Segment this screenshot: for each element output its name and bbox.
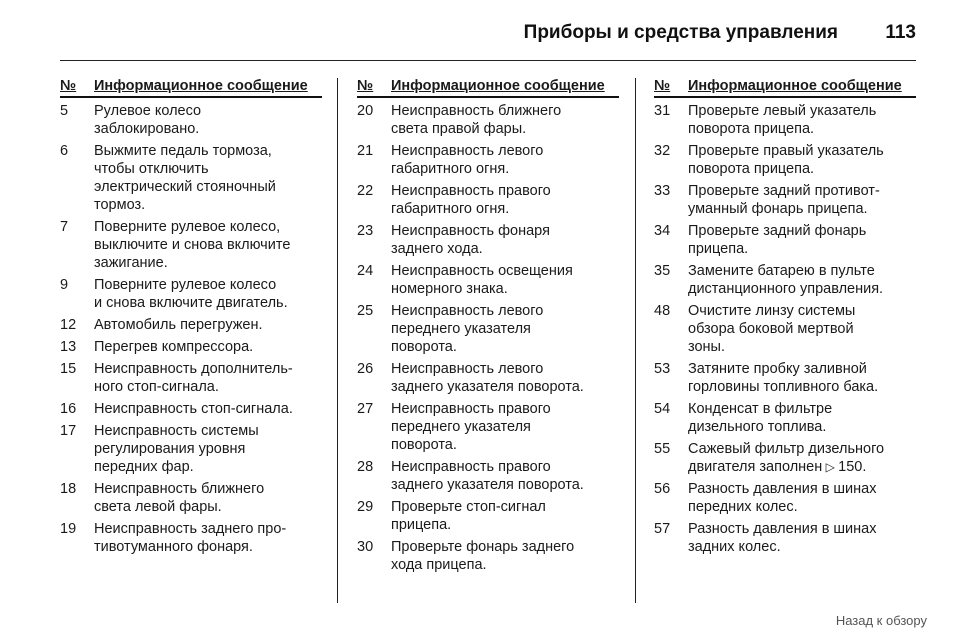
message-text [94,422,322,476]
page-header [60,14,916,61]
message-text-body: Неисправность левого переднего указателя поворота. [391,303,544,355]
table-row [60,218,322,272]
message-number: 30 [357,539,374,555]
message-text-body: Неисправность дополнитель- ного стоп-сигнала. [94,361,293,395]
message-number: 53 [654,361,671,377]
table-row [357,302,619,356]
table-row [357,400,619,454]
message-header: Информационное сообщение [94,78,308,94]
message-text-body: Неисправность ближнего света левой фары. [94,481,265,515]
message-text-body: Неисправность правого заднего указателя поворота. [391,459,584,493]
message-text-body: Сажевый фильтр дизельного двигателя заполнен [688,441,885,475]
table-row [60,520,322,556]
message-text-body: Проверьте правый указатель поворота прицепа. [688,143,884,177]
table-row [60,360,322,396]
column-divider [337,78,338,603]
message-table-column-3 [654,78,916,560]
message-text [688,102,916,138]
message-text [391,262,619,298]
column-header [654,78,916,98]
message-number: 9 [60,277,69,293]
message-text [391,102,619,138]
message-text [391,142,619,178]
message-list [357,102,619,574]
message-list [60,102,322,556]
table-row [60,276,322,312]
message-number: 25 [357,303,374,319]
message-table-column-2 [357,78,619,578]
table-row [357,262,619,298]
message-text-body: Перегрев компрессора. [94,339,254,355]
message-text [391,538,619,574]
table-row [357,102,619,138]
message-text [688,142,916,178]
back-to-overview-link[interactable]: Назад к обзору [835,613,927,628]
table-row [654,520,916,556]
message-text-body: Проверьте фонарь заднего хода прицепа. [391,539,575,573]
number-header: № [654,78,671,94]
message-text [688,222,916,258]
message-text [94,400,322,418]
message-number: 6 [60,143,69,159]
message-text-body: Поверните рулевое колесо и снова включите двигатель. [94,277,288,311]
table-row [654,222,916,258]
table-row [60,316,322,334]
table-row [357,538,619,574]
message-number: 54 [654,401,671,417]
message-text [688,302,916,356]
message-text [688,520,916,556]
message-text [688,182,916,218]
message-number: 20 [357,103,374,119]
message-text [688,262,916,298]
table-row [357,498,619,534]
page-ref-arrow-icon: ▷ [822,460,839,474]
message-text-body: Неисправность системы регулирования уровня передних фар. [94,423,259,475]
message-text [391,498,619,534]
message-number: 15 [60,361,77,377]
message-number: 16 [60,401,77,417]
message-number: 26 [357,361,374,377]
table-row [654,102,916,138]
column-header [357,78,619,98]
message-text-body: Неисправность правого переднего указателя поворота. [391,401,551,453]
message-text [94,360,322,396]
message-text-body: Конденсат в фильтре дизельного топлива. [688,401,833,435]
message-number: 18 [60,481,77,497]
table-row [654,440,916,476]
number-header: № [357,78,374,94]
message-text-body: Проверьте стоп-сигнал прицепа. [391,499,546,533]
message-number: 27 [357,401,374,417]
message-text [94,276,322,312]
page-title: Приборы и средства управления [523,22,838,43]
message-text [391,222,619,258]
table-row [60,338,322,356]
message-number: 56 [654,481,671,497]
column-header [60,78,322,98]
table-row [60,102,322,138]
message-number: 33 [654,183,671,199]
table-row [654,302,916,356]
message-text-body: Проверьте левый указатель поворота прицепа. [688,103,877,137]
page-number: 113 [885,22,916,43]
message-number: 24 [357,263,374,279]
table-row [357,182,619,218]
message-number: 23 [357,223,374,239]
message-number: 57 [654,521,671,537]
message-text [94,520,322,556]
message-number: 32 [654,143,671,159]
table-row [357,458,619,494]
table-row [654,262,916,298]
message-text [391,360,619,396]
table-row [357,142,619,178]
message-number: 19 [60,521,77,537]
message-text-body: Поверните рулевое колесо, выключите и снова включите зажигание. [94,219,291,271]
message-number: 28 [357,459,374,475]
table-row [60,142,322,214]
message-text [391,302,619,356]
message-text-body: Автомобиль перегружен. [94,317,263,333]
message-text-body: Затяните пробку заливной горловины топливного бака. [688,361,879,395]
message-table-column-1 [60,78,322,560]
message-text-body: Неисправность заднего про- тивотуманного фонаря. [94,521,287,555]
message-header: Информационное сообщение [391,78,605,94]
message-text-body: Проверьте задний фонарь прицепа. [688,223,867,257]
message-text-body: Разность давления в шинах передних колес. [688,481,877,515]
message-text [391,400,619,454]
message-text [94,316,322,334]
message-text-body: Разность давления в шинах задних колес. [688,521,877,555]
message-text-body: Проверьте задний противот- уманный фонарь прицепа. [688,183,880,217]
message-text-body: Неисправность освещения номерного знака. [391,263,573,297]
page-reference[interactable]: 150. [838,459,867,475]
table-row [654,400,916,436]
table-row [654,480,916,516]
message-text [688,360,916,396]
message-number: 34 [654,223,671,239]
message-text [94,102,322,138]
message-number: 22 [357,183,374,199]
message-number: 5 [60,103,69,119]
table-row [60,480,322,516]
message-text-body: Неисправность ближнего света правой фары. [391,103,562,137]
message-number: 21 [357,143,374,159]
message-text [94,142,322,214]
message-text-body: Очистите линзу системы обзора боковой мертвой зоны. [688,303,856,355]
message-text [94,338,322,356]
message-text [688,440,916,476]
message-number: 12 [60,317,77,333]
message-text [688,400,916,436]
message-number: 35 [654,263,671,279]
message-number: 7 [60,219,69,235]
table-row [654,182,916,218]
message-text-body: Неисправность левого заднего указателя поворота. [391,361,584,395]
message-text-body: Выжмите педаль тормоза, чтобы отключить электрический стояночный тормоз. [94,143,276,213]
message-number: 48 [654,303,671,319]
number-header: № [60,78,77,94]
message-number: 13 [60,339,77,355]
message-text-body: Рулевое колесо заблокировано. [94,103,202,137]
message-text-body: Неисправность левого габаритного огня. [391,143,544,177]
table-row [60,400,322,418]
message-text-body: Неисправность стоп-сигнала. [94,401,293,417]
message-text [94,480,322,516]
message-text [94,218,322,272]
message-number: 55 [654,441,671,457]
column-divider [635,78,636,603]
message-text-body: Неисправность фонаря заднего хода. [391,223,550,257]
message-list [654,102,916,556]
message-number: 29 [357,499,374,515]
table-row [60,422,322,476]
message-number: 31 [654,103,671,119]
table-row [654,360,916,396]
table-row [357,222,619,258]
message-text-body: Замените батарею в пульте дистанционного управления. [688,263,884,297]
message-text-body: Неисправность правого габаритного огня. [391,183,551,217]
message-header: Информационное сообщение [688,78,902,94]
table-row [654,142,916,178]
message-text [391,458,619,494]
message-number: 17 [60,423,77,439]
table-row [357,360,619,396]
message-text [688,480,916,516]
message-text [391,182,619,218]
